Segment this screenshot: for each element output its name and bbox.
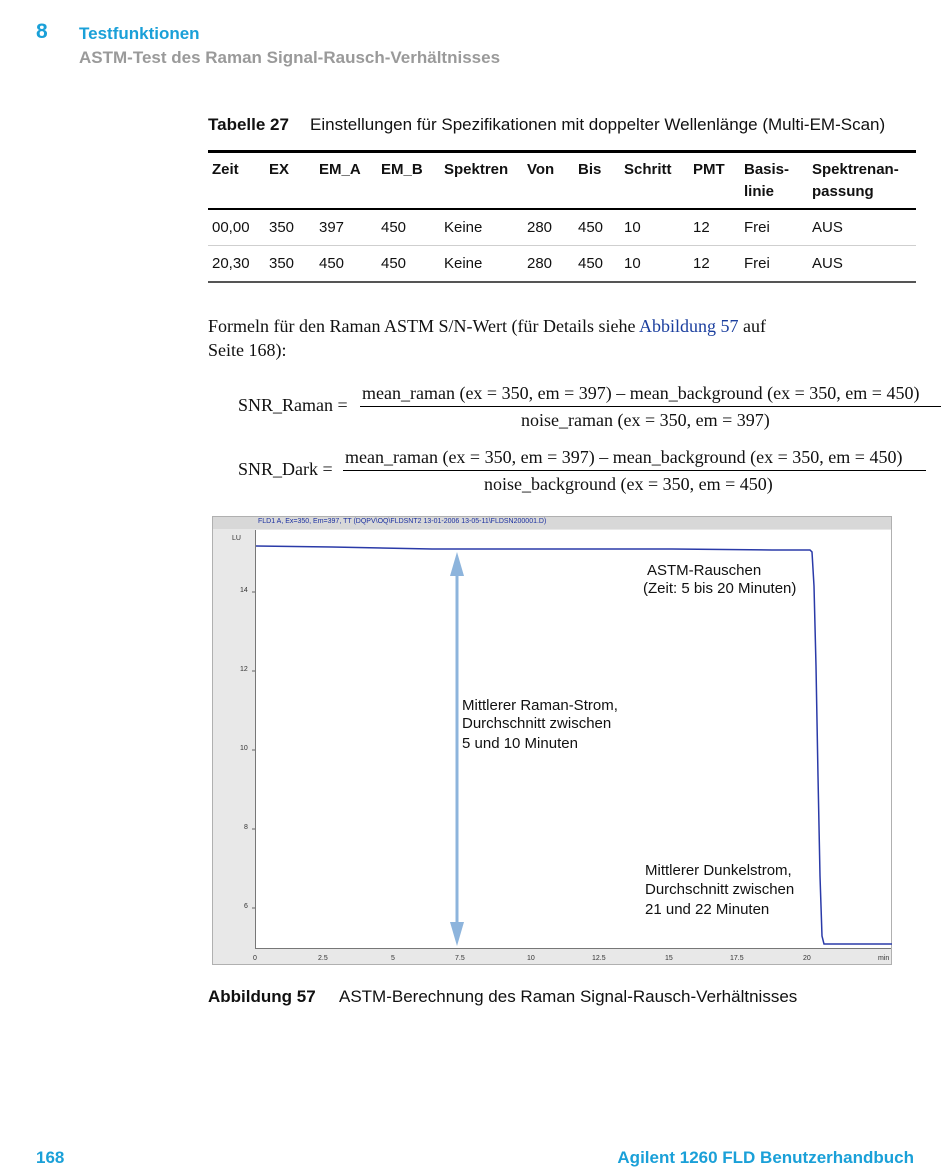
chapter-title: Testfunktionen: [79, 24, 200, 43]
table-cell: AUS: [812, 255, 843, 272]
table-header-cell: EX: [269, 161, 290, 178]
table-cell: 12: [693, 255, 710, 272]
x-tick-label: 2.5: [318, 955, 328, 962]
figure-caption-text: ASTM-Berechnung des Raman Signal-Rausch-Verhältnisses: [339, 987, 798, 1006]
table-cell: 350: [269, 219, 295, 236]
annotation-dark-line: 21 und 22 Minuten: [645, 901, 770, 918]
chapter-number: 8: [36, 20, 48, 43]
book-title: Agilent 1260 FLD Benutzerhandbuch: [617, 1148, 914, 1167]
x-tick-label: 7.5: [455, 955, 465, 962]
x-tick-label: 17.5: [730, 955, 744, 962]
x-tick-label: 5: [391, 955, 395, 962]
table-caption-text: Einstellungen für Spezifikationen mit doppelter Wellenlänge (Multi-EM-Scan): [310, 115, 886, 134]
formula-lhs: SNR_Dark =: [238, 459, 333, 479]
x-tick-label: 20: [803, 955, 811, 962]
table-cell: 10: [624, 255, 641, 272]
table-header-cell: Schritt: [624, 161, 672, 178]
table-cell: 450: [381, 255, 407, 272]
fraction-bar: [360, 406, 941, 407]
table-top-rule: [208, 150, 916, 153]
body-paragraph: [208, 314, 928, 362]
figure-caption-label: Abbildung 57: [208, 987, 316, 1006]
y-tick-label: 8: [244, 824, 248, 831]
x-unit-label: min: [878, 955, 890, 962]
formula-numerator: mean_raman (ex = 350, em = 397) – mean_background (ex = 350, em = 450): [345, 447, 903, 467]
y-tick-label: 12: [240, 666, 248, 673]
table-header-cell: EM_B: [381, 161, 423, 178]
y-tick-label: 10: [240, 745, 248, 752]
table-header-cell: Bis: [578, 161, 602, 178]
annotation-dark-line: Durchschnitt zwischen: [645, 881, 795, 898]
table-cell: 20,30: [212, 255, 250, 272]
table-cell: 350: [269, 255, 295, 272]
annotation-dark-line: Mittlerer Dunkelstrom,: [645, 862, 792, 879]
table-header-cell: Basis-: [744, 161, 790, 178]
table-cell: 450: [578, 219, 604, 236]
body-text: auf: [738, 316, 766, 336]
figure-link[interactable]: Abbildung 57: [638, 316, 739, 336]
table-header-cell: Zeit: [212, 161, 239, 178]
table-header-cell: EM_A: [319, 161, 361, 178]
fraction-bar: [343, 470, 926, 471]
x-tick-label: 12.5: [592, 955, 606, 962]
arrow-head-up-icon: [450, 552, 464, 576]
table-row-rule: [208, 245, 916, 246]
annotation-noise-line: (Zeit: 5 bis 20 Minuten): [643, 580, 797, 597]
formula-numerator: mean_raman (ex = 350, em = 397) – mean_background (ex = 350, em = 450): [362, 383, 920, 403]
table-cell: Keine: [444, 219, 483, 236]
annotation-raman-line: Mittlerer Raman-Strom,: [462, 697, 618, 714]
x-tick-label: 10: [527, 955, 535, 962]
table-cell: AUS: [812, 219, 843, 236]
body-text: Formeln für den Raman ASTM S/N-Wert (für Details siehe: [208, 316, 639, 336]
annotation-raman-line: 5 und 10 Minuten: [462, 735, 578, 752]
table-cell: 12: [693, 219, 710, 236]
section-title: ASTM-Test des Raman Signal-Rausch-Verhältnisses: [79, 48, 501, 67]
formula-denominator: noise_background (ex = 350, em = 450): [484, 474, 773, 494]
table-header-cell: passung: [812, 183, 874, 200]
table-header-cell: Von: [527, 161, 555, 178]
table-header-cell: PMT: [693, 161, 725, 178]
table-cell: Frei: [744, 255, 770, 272]
table-cell: 10: [624, 219, 641, 236]
annotation-raman-line: Durchschnitt zwischen: [462, 715, 612, 732]
table-header-cell: linie: [744, 183, 775, 200]
body-text: Seite 168):: [208, 340, 287, 360]
figure-title-text: FLD1 A, Ex=350, Em=397, TT (DQPV\OQ\FLDSNT2 13-01-2006 13-05-11\FLDSN200001.D): [258, 518, 547, 525]
arrow-head-down-icon: [450, 922, 464, 946]
table-caption-label: Tabelle 27: [208, 115, 289, 134]
table-header-cell: Spektren: [444, 161, 509, 178]
table-cell: Frei: [744, 219, 770, 236]
table-cell: 280: [527, 219, 553, 236]
y-tick-label: 14: [240, 587, 248, 594]
table-cell: 280: [527, 255, 553, 272]
annotation-noise-line: ASTM-Rauschen: [647, 562, 762, 579]
table-header-rule: [208, 208, 916, 210]
y-tick-label: 6: [244, 903, 248, 910]
table-cell: 397: [319, 219, 345, 236]
table-bottom-rule: [208, 281, 916, 283]
table-cell: 00,00: [212, 219, 250, 236]
table-cell: Keine: [444, 255, 483, 272]
table-header-cell: Spektrenan-: [812, 161, 899, 178]
x-tick-label: 0: [253, 955, 257, 962]
y-unit-label: LU: [232, 535, 241, 542]
x-tick-label: 15: [665, 955, 673, 962]
table-cell: 450: [319, 255, 345, 272]
formula-denominator: noise_raman (ex = 350, em = 397): [521, 410, 770, 430]
page-number: 168: [36, 1148, 65, 1167]
formula-lhs: SNR_Raman =: [238, 395, 348, 415]
table-cell: 450: [578, 255, 604, 272]
table-cell: 450: [381, 219, 407, 236]
